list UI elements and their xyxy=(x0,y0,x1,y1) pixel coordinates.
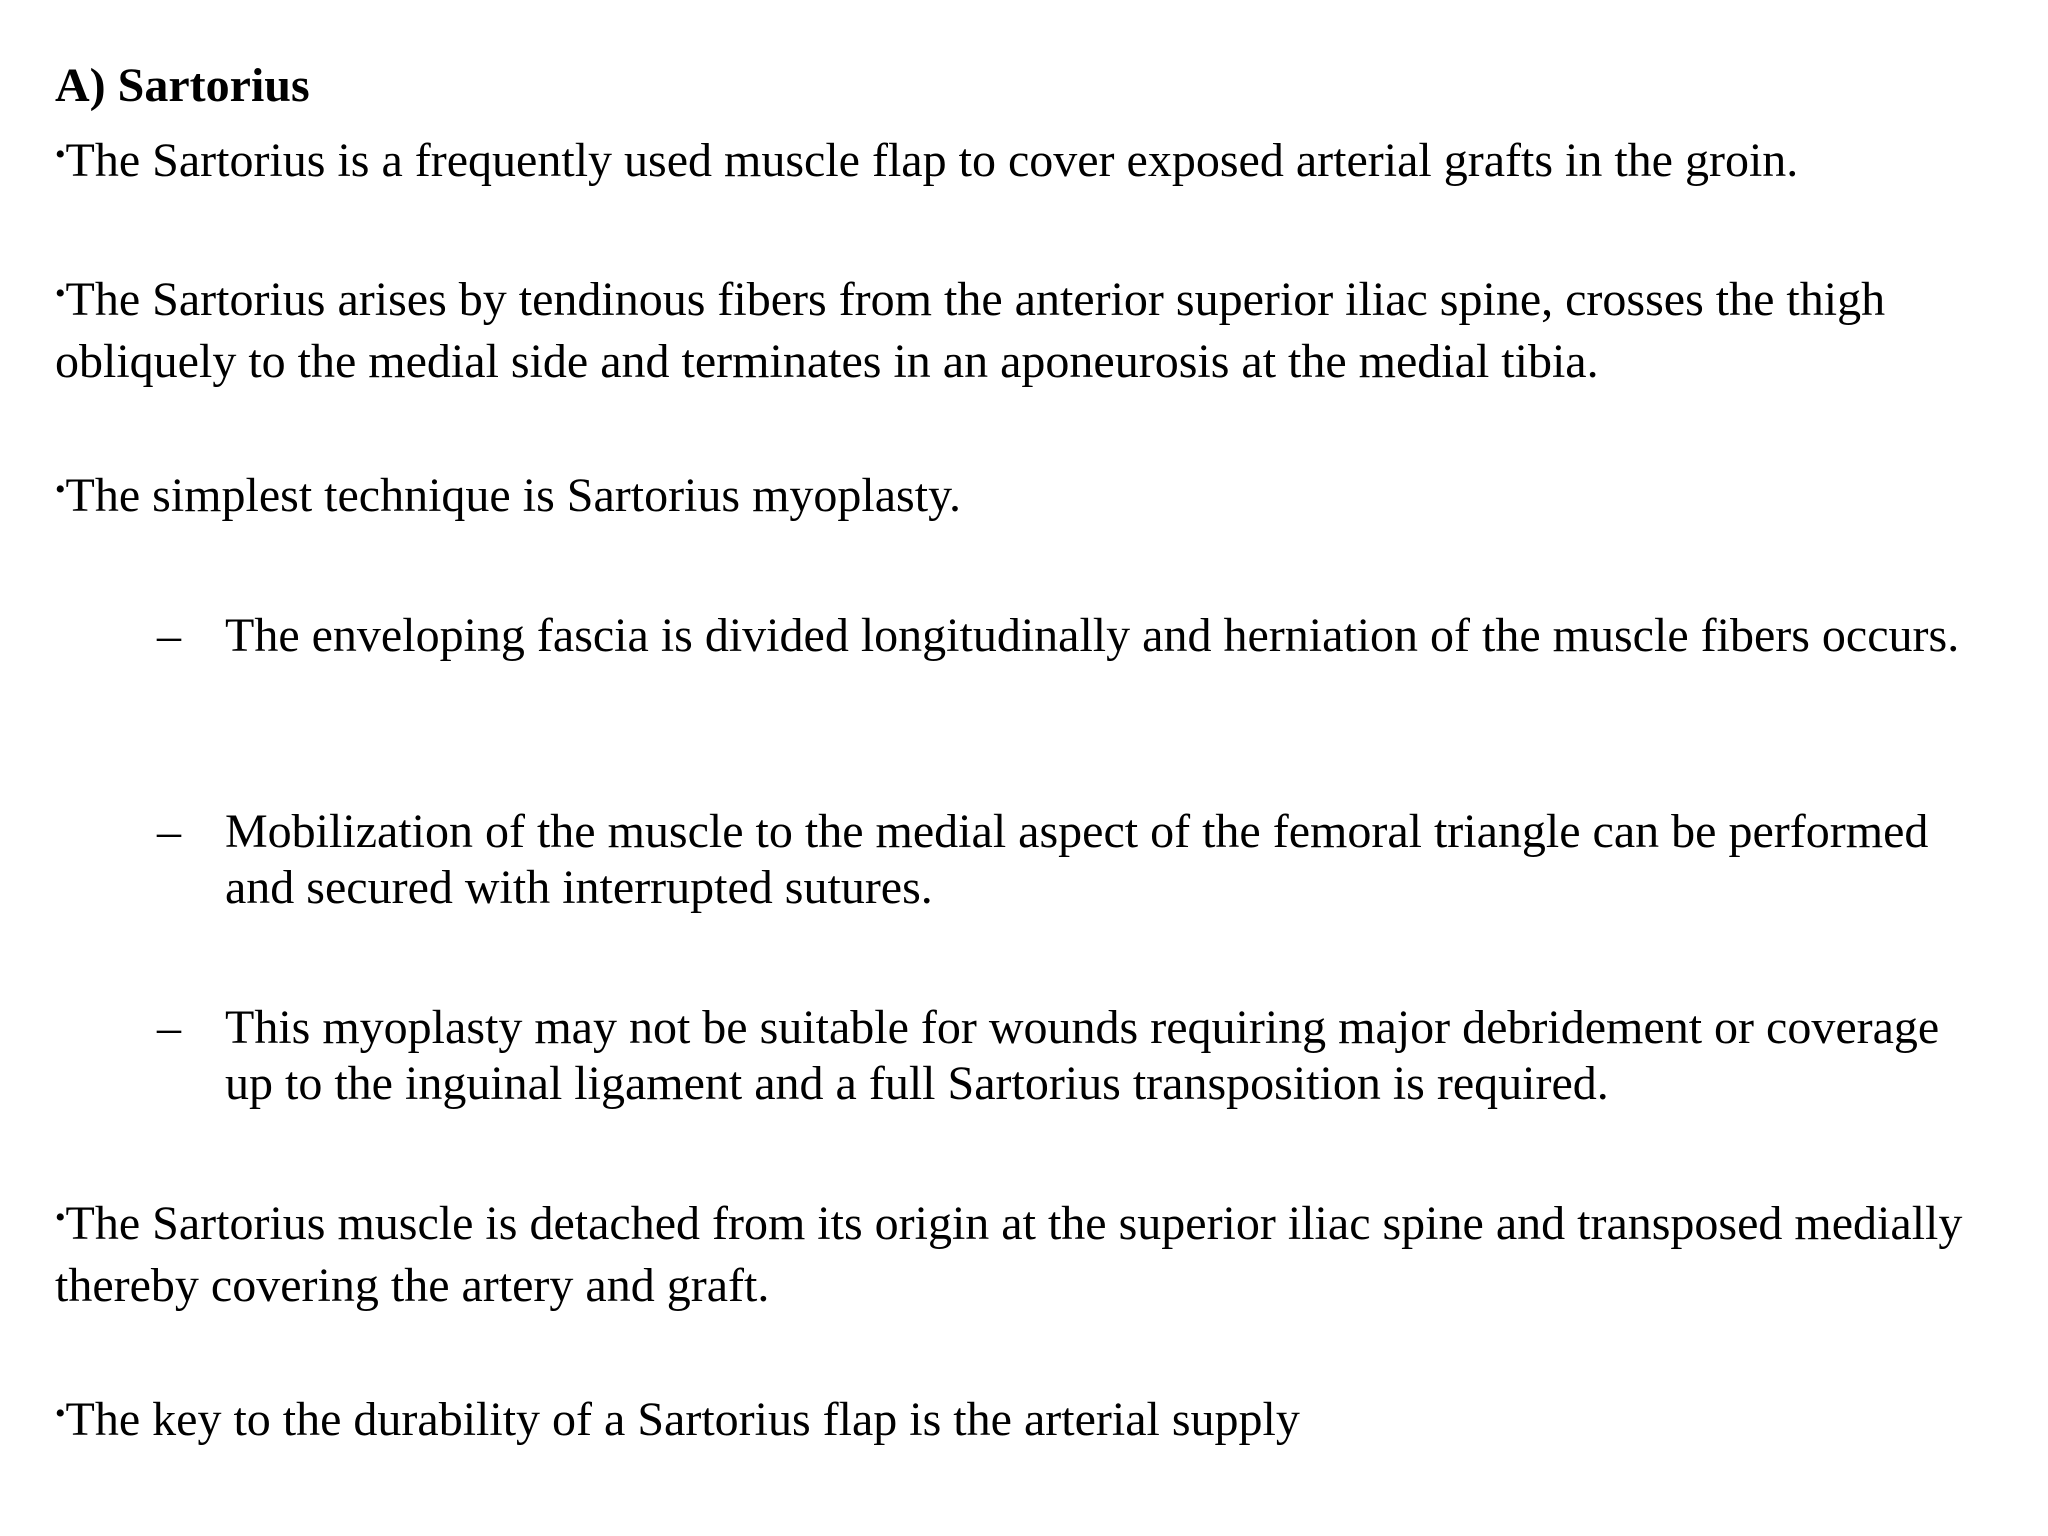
bullet-item xyxy=(55,1196,2015,1314)
dash-marker: – xyxy=(157,1001,181,1054)
bullet-marker: • xyxy=(55,138,66,171)
bullet-text: The key to the durability of a Sartorius flap is the arterial supply xyxy=(65,1393,1300,1446)
section-heading: A) Sartorius xyxy=(55,59,310,112)
bullet-item xyxy=(55,133,2015,195)
bullet-marker: • xyxy=(55,1397,66,1430)
bullet-marker: • xyxy=(55,1201,66,1234)
dash-marker: – xyxy=(157,609,181,662)
sub-bullet-text: This myoplasty may not be suitable for wounds requiring major debridement or coverage up to the inguinal ligament and a full Sartorius transposition is required. xyxy=(225,1001,1940,1110)
bullet-item xyxy=(55,1392,2015,1454)
bullet-text: The Sartorius is a frequently used muscle flap to cover exposed arterial grafts in the groin. xyxy=(65,134,1799,187)
bullet-item xyxy=(55,468,2015,530)
bullet-marker: • xyxy=(55,473,66,506)
bullet-text: The Sartorius muscle is detached from its origin at the superior iliac spine and transposed medially thereby covering the artery and graft. xyxy=(55,1197,1963,1312)
bullet-text: The simplest technique is Sartorius myoplasty. xyxy=(65,469,961,522)
sub-bullet-item xyxy=(157,608,1995,664)
sub-bullet-text: The enveloping fascia is divided longitudinally and herniation of the muscle fibers occurs. xyxy=(225,609,1960,662)
dash-marker: – xyxy=(157,805,181,858)
sub-bullet-item xyxy=(157,804,1995,916)
bullet-marker: • xyxy=(55,277,66,310)
bullet-text: The Sartorius arises by tendinous fibers from the anterior superior iliac spine, crosses the thigh obliquely to the medial side and terminates in an aponeurosis at the medial tibia. xyxy=(55,273,1886,388)
sub-bullet-item xyxy=(157,1000,1995,1112)
bullet-item xyxy=(55,272,2015,390)
sub-bullet-text: Mobilization of the muscle to the medial aspect of the femoral triangle can be performed and secured with interrupted sutures. xyxy=(225,805,1929,914)
